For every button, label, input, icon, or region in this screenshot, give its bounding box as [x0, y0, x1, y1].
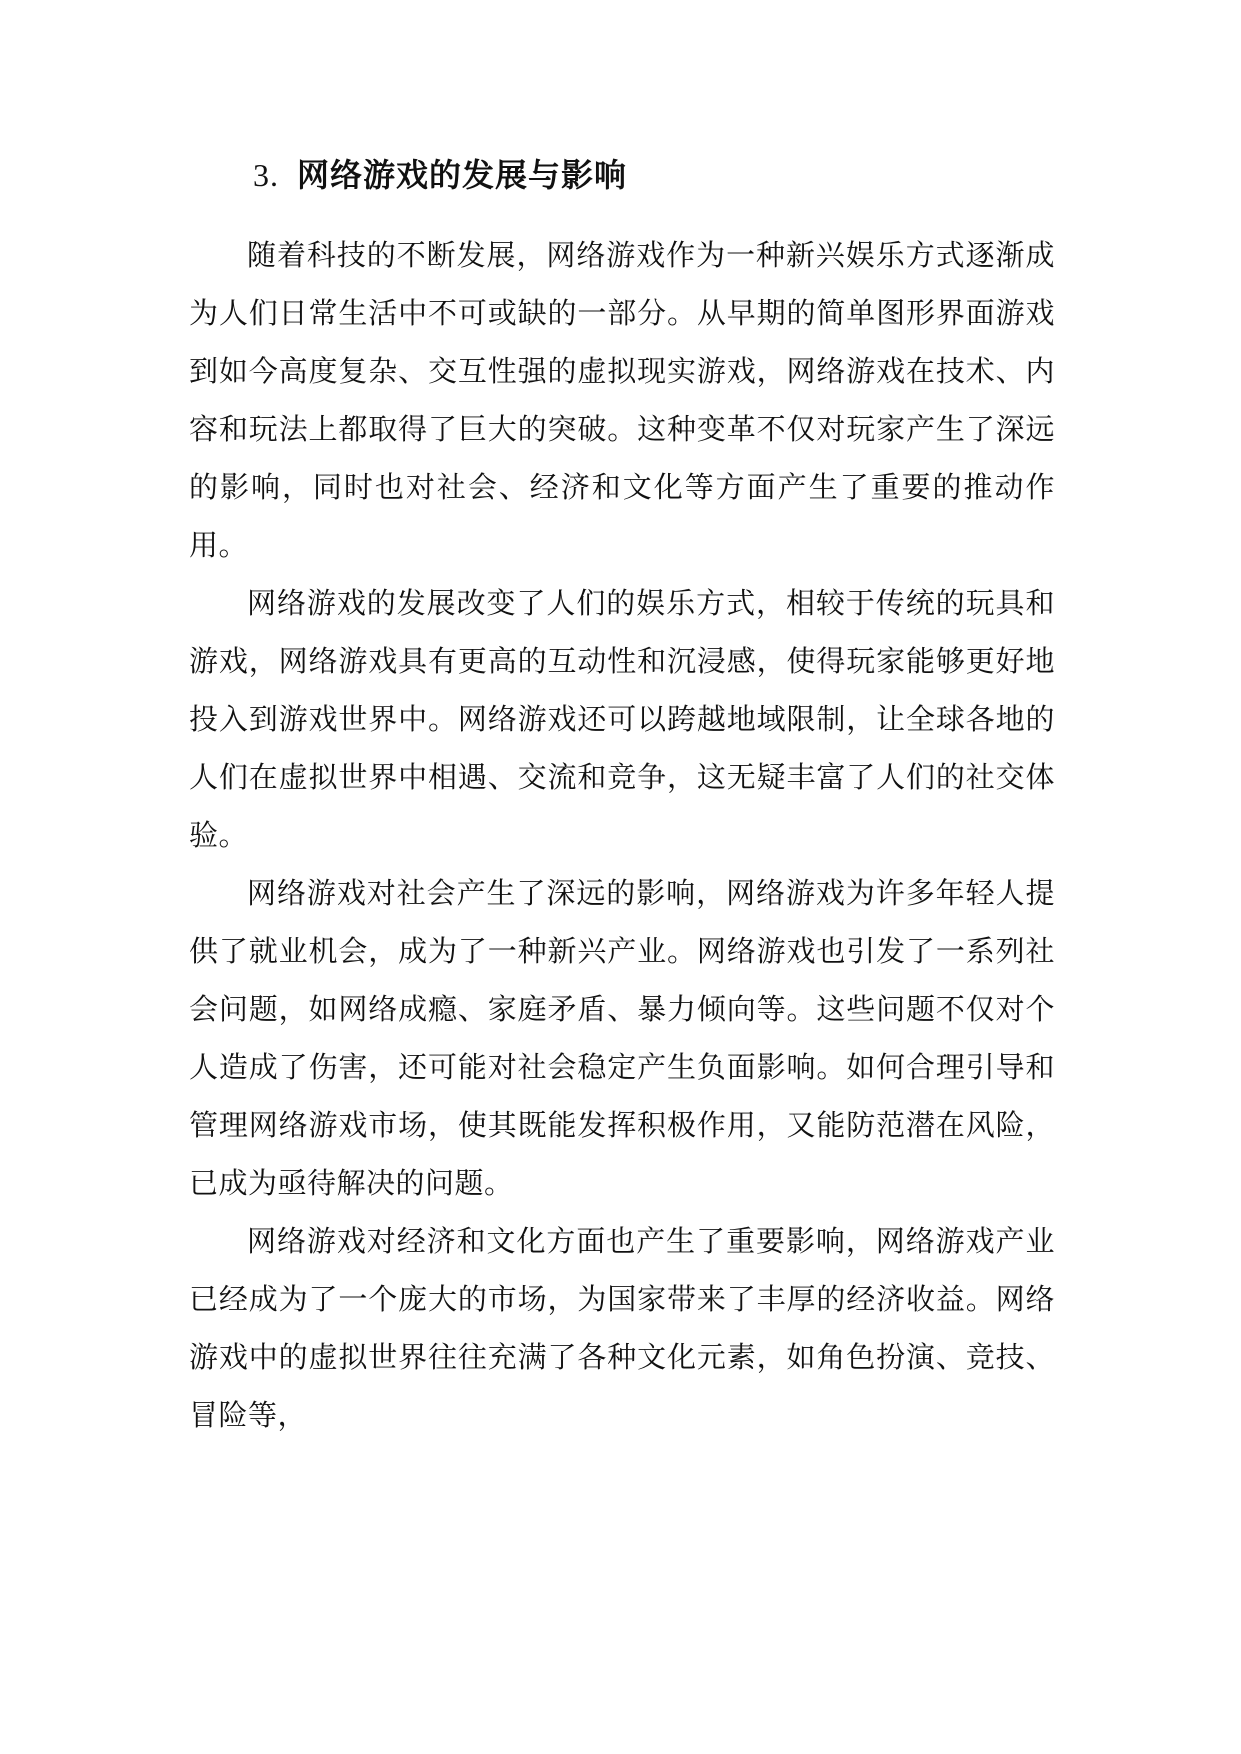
section-title: 网络游戏的发展与影响 — [297, 156, 628, 194]
paragraph-2: 网络游戏的发展改变了人们的娱乐方式，相较于传统的玩具和游戏，网络游戏具有更高的互动性和沉浸感，使得玩家能够更好地投入到游戏世界中。网络游戏还可以跨越地域限制，让全球各地的人们在虚拟世界中相遇、交流和竞争，这无疑丰富了人们的社交体验。 — [189, 586, 1055, 852]
paragraph-1: 随着科技的不断发展，网络游戏作为一种新兴娱乐方式逐渐成为人们日常生活中不可或缺的一部分。从早期的简单图形界面游戏到如今高度复杂、交互性强的虚拟现实游戏，网络游戏在技术、内容和玩法上都取得了巨大的突破。这种变革不仅对玩家产生了深远的影响，同时也对社会、经济和文化等方面产生了重要的推动作用。 — [189, 238, 1055, 562]
section-number: 3. — [253, 157, 279, 193]
section-heading — [253, 150, 627, 200]
paragraph-3: 网络游戏对社会产生了深远的影响，网络游戏为许多年轻人提供了就业机会，成为了一种新兴产业。网络游戏也引发了一系列社会问题，如网络成瘾、家庭矛盾、暴力倾向等。这些问题不仅对个人造成了伤害，还可能对社会稳定产生负面影响。如何合理引导和管理网络游戏市场，使其既能发挥积极作用，又能防范潜在风险，已成为亟待解决的问题。 — [189, 876, 1055, 1200]
body-text — [189, 226, 1055, 1444]
paragraph-4: 网络游戏对经济和文化方面也产生了重要影响，网络游戏产业已经成为了一个庞大的市场，为国家带来了丰厚的经济收益。网络游戏中的虚拟世界往往充满了各种文化元素，如角色扮演、竞技、冒险等， — [189, 1224, 1055, 1432]
